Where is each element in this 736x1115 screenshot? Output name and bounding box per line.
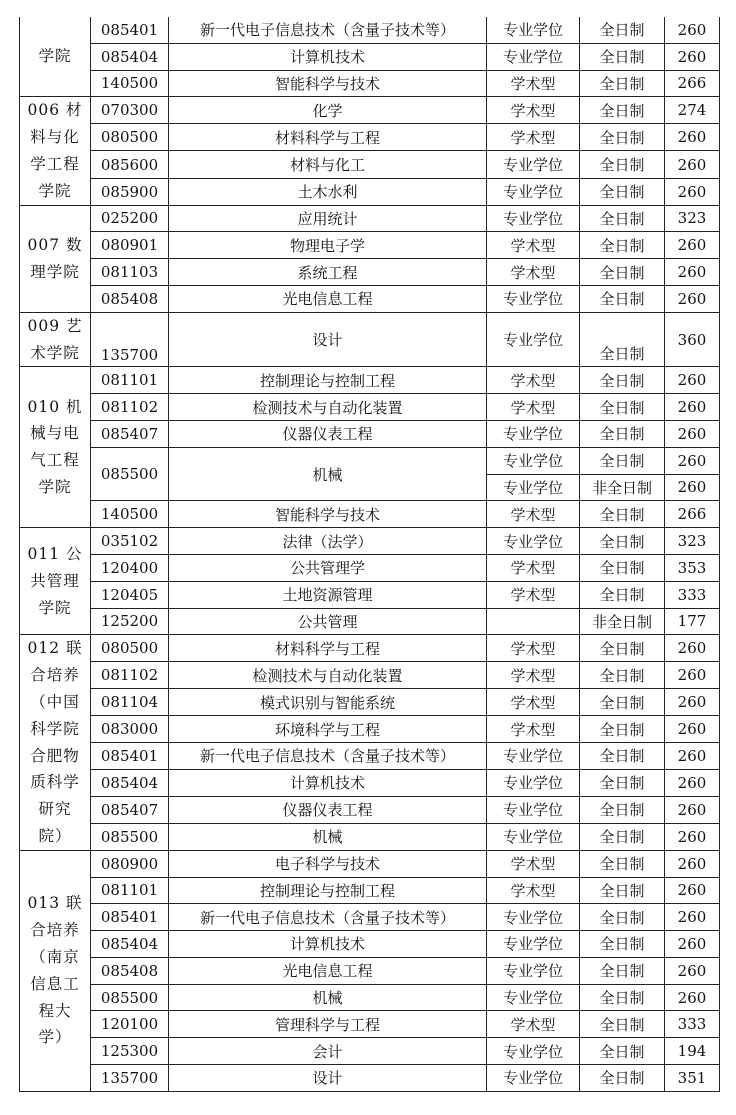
- table-row: [20, 931, 720, 958]
- table-row: [20, 957, 720, 984]
- study-mode-cell: 全日制: [580, 70, 665, 97]
- major-code-cell: 085900: [91, 178, 169, 205]
- study-mode-cell: 全日制: [580, 528, 665, 555]
- table-row: [20, 17, 720, 43]
- study-mode-cell: 全日制: [580, 850, 665, 877]
- degree-type-cell: 学术型: [487, 877, 580, 904]
- major-code-cell: 085404: [91, 43, 169, 70]
- table-row: [20, 447, 720, 474]
- major-name-cell: 机械: [169, 984, 487, 1011]
- degree-type-cell: 专业学位: [487, 43, 580, 70]
- major-name-cell: 智能科学与技术: [169, 70, 487, 97]
- major-name-cell: 系统工程: [169, 259, 487, 286]
- study-mode-cell: 全日制: [580, 312, 665, 367]
- school-name-line: 007 数: [27, 235, 83, 254]
- study-mode-cell: 全日制: [580, 17, 665, 43]
- major-code-cell: 135700: [91, 1065, 169, 1092]
- table-row: [20, 178, 720, 205]
- table-row: [20, 984, 720, 1011]
- major-name-cell: 仪器仪表工程: [169, 420, 487, 447]
- major-code-cell: 080500: [91, 124, 169, 151]
- school-name-line: 学院: [38, 478, 72, 497]
- degree-type-cell: 学术型: [487, 581, 580, 608]
- score-cell: 333: [665, 1011, 720, 1038]
- table-row: [20, 716, 720, 743]
- major-code-cell: 140500: [91, 501, 169, 528]
- major-name-cell: 机械: [169, 823, 487, 850]
- major-code-cell: 070300: [91, 97, 169, 124]
- degree-type-cell: 学术型: [487, 501, 580, 528]
- degree-type-cell: 专业学位: [487, 151, 580, 178]
- major-code-cell: 081102: [91, 394, 169, 421]
- school-name-line: 院）: [38, 826, 72, 845]
- school-name-line: 共管理: [30, 571, 80, 590]
- table-row: [20, 394, 720, 421]
- score-cell: 266: [665, 70, 720, 97]
- degree-type-cell: 专业学位: [487, 1038, 580, 1065]
- study-mode-cell: 全日制: [580, 1038, 665, 1065]
- major-code-cell: 085500: [91, 823, 169, 850]
- table-row: [20, 312, 720, 367]
- school-name-cell: [20, 97, 91, 205]
- major-code-cell: 140500: [91, 70, 169, 97]
- major-code-cell: 085600: [91, 151, 169, 178]
- study-mode-cell: 全日制: [580, 285, 665, 312]
- degree-type-cell: 专业学位: [487, 178, 580, 205]
- score-cell: 323: [665, 528, 720, 555]
- score-cell: 333: [665, 581, 720, 608]
- score-cell: 274: [665, 97, 720, 124]
- school-name-cell: [20, 635, 91, 850]
- major-code-cell: 135700: [91, 312, 169, 367]
- study-mode-cell: 全日制: [580, 205, 665, 232]
- major-code-cell: 085407: [91, 796, 169, 823]
- major-name-cell: 计算机技术: [169, 43, 487, 70]
- study-mode-cell: 全日制: [580, 232, 665, 259]
- major-code-cell: 083000: [91, 716, 169, 743]
- study-mode-cell: 全日制: [580, 554, 665, 581]
- score-cell: 360: [665, 312, 720, 367]
- school-name-line: 009 艺: [27, 316, 83, 335]
- major-code-cell: 081101: [91, 367, 169, 394]
- major-code-cell: 035102: [91, 528, 169, 555]
- major-name-cell: 检测技术与自动化装置: [169, 662, 487, 689]
- table-row: [20, 97, 720, 124]
- study-mode-cell: 非全日制: [580, 608, 665, 635]
- major-code-cell: 085404: [91, 769, 169, 796]
- score-cell: 260: [665, 420, 720, 447]
- school-name-line: 学）: [38, 1028, 72, 1047]
- major-name-cell: 计算机技术: [169, 931, 487, 958]
- score-cell: 323: [665, 205, 720, 232]
- school-name-line: 科学院: [30, 719, 80, 738]
- major-code-cell: 125200: [91, 608, 169, 635]
- degree-type-cell: 学术型: [487, 662, 580, 689]
- degree-type-cell: 学术型: [487, 689, 580, 716]
- major-name-cell: 会计: [169, 1038, 487, 1065]
- major-code-cell: 120405: [91, 581, 169, 608]
- school-name-line: 术学院: [30, 343, 80, 362]
- table-row: [20, 232, 720, 259]
- score-cell: 260: [665, 716, 720, 743]
- degree-type-cell: 学术型: [487, 97, 580, 124]
- major-code-cell: 080901: [91, 232, 169, 259]
- table-row: [20, 501, 720, 528]
- study-mode-cell: 全日制: [580, 259, 665, 286]
- study-mode-cell: 全日制: [580, 124, 665, 151]
- admission-score-table: [19, 17, 720, 1092]
- score-cell: 260: [665, 178, 720, 205]
- score-cell: 260: [665, 689, 720, 716]
- major-name-cell: 物理电子学: [169, 232, 487, 259]
- score-cell: 260: [665, 635, 720, 662]
- school-name-line: 质科学: [30, 773, 80, 792]
- school-name-line: 012 联: [27, 639, 83, 658]
- score-cell: 260: [665, 43, 720, 70]
- degree-type-cell: 学术型: [487, 394, 580, 421]
- score-cell: 177: [665, 608, 720, 635]
- major-code-cell: 085401: [91, 904, 169, 931]
- score-cell: 260: [665, 769, 720, 796]
- study-mode-cell: 全日制: [580, 1011, 665, 1038]
- degree-type-cell: [487, 608, 580, 635]
- score-cell: 260: [665, 984, 720, 1011]
- score-cell: 260: [665, 259, 720, 286]
- degree-type-cell: 专业学位: [487, 743, 580, 770]
- major-name-cell: 控制理论与控制工程: [169, 877, 487, 904]
- major-name-cell: 模式识别与智能系统: [169, 689, 487, 716]
- study-mode-cell: 非全日制: [580, 474, 665, 501]
- study-mode-cell: 全日制: [580, 97, 665, 124]
- score-cell: 260: [665, 743, 720, 770]
- major-name-cell: 智能科学与技术: [169, 501, 487, 528]
- study-mode-cell: 全日制: [580, 823, 665, 850]
- major-name-cell: 公共管理: [169, 608, 487, 635]
- degree-type-cell: 专业学位: [487, 931, 580, 958]
- degree-type-cell: 专业学位: [487, 420, 580, 447]
- table-row: [20, 796, 720, 823]
- major-code-cell: 081102: [91, 662, 169, 689]
- major-name-cell: 材料科学与工程: [169, 635, 487, 662]
- major-name-cell: 管理科学与工程: [169, 1011, 487, 1038]
- score-cell: 260: [665, 823, 720, 850]
- study-mode-cell: 全日制: [580, 769, 665, 796]
- major-name-cell: 光电信息工程: [169, 957, 487, 984]
- school-name-line: 学院: [38, 47, 72, 66]
- major-code-cell: 081101: [91, 877, 169, 904]
- degree-type-cell: 学术型: [487, 232, 580, 259]
- table-row: [20, 689, 720, 716]
- score-cell: 260: [665, 151, 720, 178]
- table-row: [20, 367, 720, 394]
- score-cell: 260: [665, 957, 720, 984]
- school-name-line: 学院: [38, 598, 72, 617]
- degree-type-cell: 专业学位: [487, 528, 580, 555]
- degree-type-cell: 专业学位: [487, 796, 580, 823]
- table-row: [20, 608, 720, 635]
- study-mode-cell: 全日制: [580, 43, 665, 70]
- study-mode-cell: 全日制: [580, 796, 665, 823]
- school-name-line: 料与化: [30, 128, 80, 147]
- major-code-cell: 085500: [91, 447, 169, 501]
- score-cell: 260: [665, 904, 720, 931]
- study-mode-cell: 全日制: [580, 931, 665, 958]
- table-row: [20, 850, 720, 877]
- table-row: [20, 1038, 720, 1065]
- major-name-cell: 新一代电子信息技术（含量子技术等）: [169, 743, 487, 770]
- school-name-line: 研究: [38, 800, 72, 819]
- score-cell: 260: [665, 447, 720, 474]
- school-name-line: 程大: [38, 1001, 72, 1020]
- school-name-cell: [20, 312, 91, 367]
- school-name-cell: [20, 367, 91, 528]
- school-name-line: 信息工: [30, 974, 80, 993]
- degree-type-cell: 专业学位: [487, 904, 580, 931]
- table-row: [20, 285, 720, 312]
- study-mode-cell: 全日制: [580, 716, 665, 743]
- table-row: [20, 877, 720, 904]
- major-code-cell: 085408: [91, 957, 169, 984]
- score-cell: 260: [665, 850, 720, 877]
- study-mode-cell: 全日制: [580, 501, 665, 528]
- study-mode-cell: 全日制: [580, 743, 665, 770]
- degree-type-cell: 学术型: [487, 367, 580, 394]
- school-name-line: 理学院: [30, 262, 80, 281]
- degree-type-cell: 专业学位: [487, 984, 580, 1011]
- table-row: [20, 823, 720, 850]
- degree-type-cell: 专业学位: [487, 205, 580, 232]
- table-row: [20, 124, 720, 151]
- study-mode-cell: 全日制: [580, 367, 665, 394]
- score-cell: 351: [665, 1065, 720, 1092]
- study-mode-cell: 全日制: [580, 1065, 665, 1092]
- major-name-cell: 土地资源管理: [169, 581, 487, 608]
- table-row: [20, 581, 720, 608]
- major-code-cell: 085401: [91, 17, 169, 43]
- school-name-line: （南京: [30, 947, 80, 966]
- major-code-cell: 085407: [91, 420, 169, 447]
- school-name-line: 合培养: [30, 921, 80, 940]
- table-row: [20, 528, 720, 555]
- score-cell: 260: [665, 232, 720, 259]
- major-name-cell: 环境科学与工程: [169, 716, 487, 743]
- study-mode-cell: 全日制: [580, 957, 665, 984]
- table-row: [20, 70, 720, 97]
- score-cell: 194: [665, 1038, 720, 1065]
- table-row: [20, 151, 720, 178]
- score-cell: 260: [665, 877, 720, 904]
- degree-type-cell: 学术型: [487, 635, 580, 662]
- score-cell: 260: [665, 931, 720, 958]
- major-name-cell: 材料科学与工程: [169, 124, 487, 151]
- table-row: [20, 635, 720, 662]
- score-cell: 260: [665, 285, 720, 312]
- major-name-cell: 光电信息工程: [169, 285, 487, 312]
- study-mode-cell: 全日制: [580, 420, 665, 447]
- major-name-cell: 土木水利: [169, 178, 487, 205]
- major-code-cell: 080500: [91, 635, 169, 662]
- degree-type-cell: 专业学位: [487, 17, 580, 43]
- score-cell: 260: [665, 367, 720, 394]
- study-mode-cell: 全日制: [580, 394, 665, 421]
- school-name-line: 006 材: [27, 101, 83, 120]
- study-mode-cell: 全日制: [580, 447, 665, 474]
- score-cell: 260: [665, 662, 720, 689]
- major-name-cell: 新一代电子信息技术（含量子技术等）: [169, 17, 487, 43]
- table-row: [20, 554, 720, 581]
- degree-type-cell: 专业学位: [487, 312, 580, 367]
- school-name-line: （中国: [30, 692, 80, 711]
- degree-type-cell: 学术型: [487, 716, 580, 743]
- major-code-cell: 120400: [91, 554, 169, 581]
- score-cell: 260: [665, 124, 720, 151]
- degree-type-cell: 学术型: [487, 70, 580, 97]
- table-row: [20, 904, 720, 931]
- table-row: [20, 662, 720, 689]
- major-code-cell: 081104: [91, 689, 169, 716]
- degree-type-cell: 学术型: [487, 1011, 580, 1038]
- study-mode-cell: 全日制: [580, 635, 665, 662]
- study-mode-cell: 全日制: [580, 984, 665, 1011]
- degree-type-cell: 学术型: [487, 850, 580, 877]
- major-name-cell: 机械: [169, 447, 487, 501]
- school-name-cell: [20, 17, 91, 97]
- school-name-cell: [20, 850, 91, 1091]
- major-name-cell: 检测技术与自动化装置: [169, 394, 487, 421]
- major-code-cell: 085500: [91, 984, 169, 1011]
- degree-type-cell: 专业学位: [487, 823, 580, 850]
- score-cell: 353: [665, 554, 720, 581]
- degree-type-cell: 专业学位: [487, 447, 580, 474]
- major-code-cell: 080900: [91, 850, 169, 877]
- table-row: [20, 420, 720, 447]
- major-name-cell: 法律（法学）: [169, 528, 487, 555]
- study-mode-cell: 全日制: [580, 904, 665, 931]
- school-name-line: 013 联: [27, 894, 83, 913]
- table-row: [20, 743, 720, 770]
- table-row: [20, 769, 720, 796]
- table-row: [20, 43, 720, 70]
- study-mode-cell: 全日制: [580, 877, 665, 904]
- major-code-cell: 125300: [91, 1038, 169, 1065]
- table-row: [20, 1011, 720, 1038]
- major-name-cell: 电子科学与技术: [169, 850, 487, 877]
- major-name-cell: 化学: [169, 97, 487, 124]
- degree-type-cell: 专业学位: [487, 285, 580, 312]
- major-name-cell: 材料与化工: [169, 151, 487, 178]
- school-name-line: 械与电: [30, 424, 80, 443]
- degree-type-cell: 专业学位: [487, 957, 580, 984]
- degree-type-cell: 专业学位: [487, 769, 580, 796]
- school-name-line: 010 机: [27, 397, 83, 416]
- score-cell: 260: [665, 17, 720, 43]
- major-name-cell: 仪器仪表工程: [169, 796, 487, 823]
- score-cell: 260: [665, 796, 720, 823]
- major-name-cell: 应用统计: [169, 205, 487, 232]
- school-name-line: 011 公: [27, 545, 83, 564]
- study-mode-cell: 全日制: [580, 178, 665, 205]
- major-code-cell: 120100: [91, 1011, 169, 1038]
- degree-type-cell: 学术型: [487, 124, 580, 151]
- study-mode-cell: 全日制: [580, 151, 665, 178]
- table-row: [20, 1065, 720, 1092]
- degree-type-cell: 专业学位: [487, 1065, 580, 1092]
- score-cell: 266: [665, 501, 720, 528]
- school-name-cell: [20, 205, 91, 312]
- major-code-cell: 025200: [91, 205, 169, 232]
- school-name-line: 学院: [38, 181, 72, 200]
- degree-type-cell: 学术型: [487, 554, 580, 581]
- degree-type-cell: 学术型: [487, 259, 580, 286]
- study-mode-cell: 全日制: [580, 662, 665, 689]
- major-code-cell: 085401: [91, 743, 169, 770]
- score-cell: 260: [665, 394, 720, 421]
- major-code-cell: 081103: [91, 259, 169, 286]
- major-name-cell: 新一代电子信息技术（含量子技术等）: [169, 904, 487, 931]
- major-name-cell: 控制理论与控制工程: [169, 367, 487, 394]
- school-name-line: 合肥物: [30, 746, 80, 765]
- study-mode-cell: 全日制: [580, 689, 665, 716]
- table-row: [20, 259, 720, 286]
- table-row: [20, 205, 720, 232]
- study-mode-cell: 全日制: [580, 581, 665, 608]
- major-name-cell: 计算机技术: [169, 769, 487, 796]
- school-name-line: 合培养: [30, 666, 80, 685]
- major-code-cell: 085404: [91, 931, 169, 958]
- major-code-cell: 085408: [91, 285, 169, 312]
- major-name-cell: 设计: [169, 312, 487, 367]
- school-name-cell: [20, 528, 91, 635]
- score-cell: 260: [665, 474, 720, 501]
- school-name-line: 学工程: [30, 154, 80, 173]
- major-name-cell: 公共管理学: [169, 554, 487, 581]
- degree-type-cell: 专业学位: [487, 474, 580, 501]
- major-name-cell: 设计: [169, 1065, 487, 1092]
- school-name-line: 气工程: [30, 451, 80, 470]
